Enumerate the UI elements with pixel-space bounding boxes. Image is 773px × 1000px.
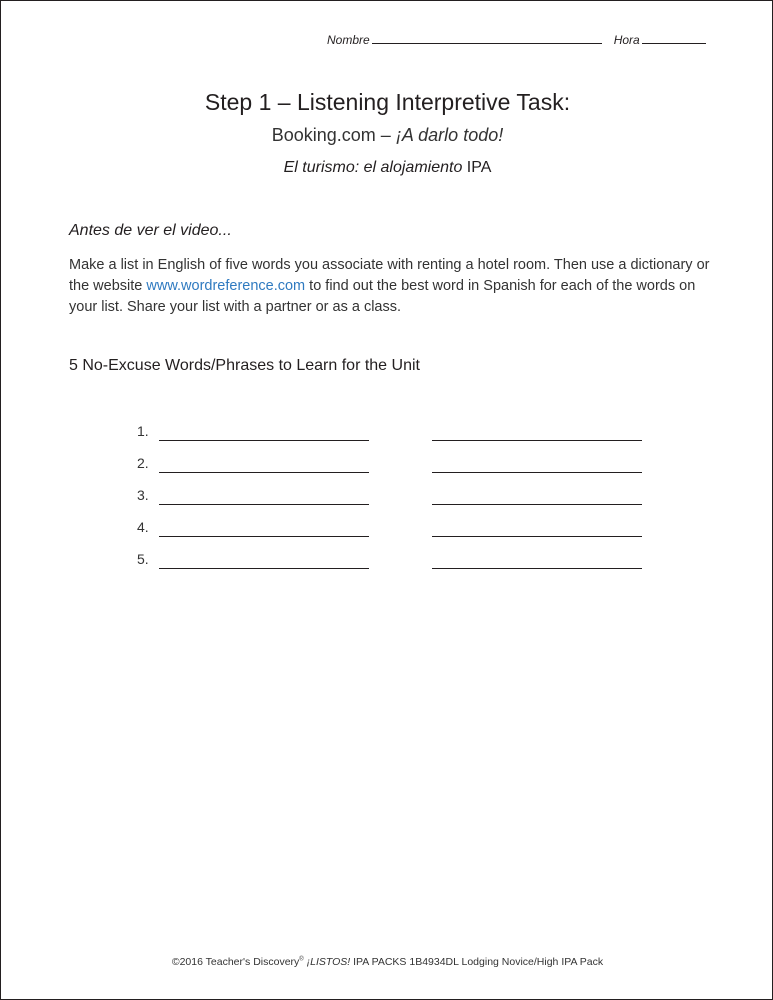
word-list <box>137 409 657 569</box>
page-footer <box>1 956 773 968</box>
english-word-blank[interactable] <box>159 454 369 473</box>
paragraph-part2: to find out the best word in Spanish for each of the words on your list. Share your list with a partner or as a class. <box>69 278 696 315</box>
word-row <box>137 441 657 473</box>
page-subtitle <box>1 125 773 146</box>
spanish-word-blank[interactable] <box>432 550 642 569</box>
header-fields <box>327 31 706 47</box>
page-title: Step 1 – Listening Interpretive Task: <box>204 89 571 115</box>
instructions-paragraph <box>69 255 719 318</box>
paragraph-part1: Make a list in English of five words you associate with renting a hotel room. Then use a dictionary or the website <box>69 257 710 294</box>
footer-listos: ¡LISTOS! <box>306 956 351 968</box>
theme-italic: El turismo: el alojamiento <box>283 159 463 176</box>
hora-label: Hora <box>613 33 640 47</box>
word-row <box>137 409 657 441</box>
footer-rest: IPA PACKS 1B4934DL Lodging Novice/High IPA Pack <box>350 956 604 968</box>
wordreference-link[interactable]: www.wordreference.com <box>146 278 306 294</box>
nombre-label: Nombre <box>327 33 370 47</box>
english-word-blank[interactable] <box>159 422 369 441</box>
row-number: 2. <box>137 455 149 471</box>
subtitle-prefix: Booking.com – <box>271 125 396 145</box>
footer-registered: ® <box>299 956 304 963</box>
antes-heading: Antes de ver el video... <box>69 222 232 239</box>
footer-copyright: ©2016 Teacher's Discovery <box>171 956 300 968</box>
nombre-blank[interactable] <box>372 31 602 44</box>
section-heading: 5 No-Excuse Words/Phrases to Learn for the Unit <box>69 357 420 374</box>
word-row <box>137 505 657 537</box>
theme-suffix: IPA <box>462 159 492 176</box>
english-word-blank[interactable] <box>159 486 369 505</box>
row-number: 5. <box>137 551 149 567</box>
spanish-word-blank[interactable] <box>432 422 642 441</box>
english-word-blank[interactable] <box>159 518 369 537</box>
row-number: 4. <box>137 519 149 535</box>
row-number: 1. <box>137 423 149 439</box>
english-word-blank[interactable] <box>159 550 369 569</box>
subtitle-italic: ¡A darlo todo! <box>395 125 504 145</box>
spanish-word-blank[interactable] <box>432 518 642 537</box>
theme-line <box>1 159 773 177</box>
hora-blank[interactable] <box>642 31 706 44</box>
word-row <box>137 473 657 505</box>
row-number: 3. <box>137 487 149 503</box>
spanish-word-blank[interactable] <box>432 454 642 473</box>
spanish-word-blank[interactable] <box>432 486 642 505</box>
word-row <box>137 537 657 569</box>
